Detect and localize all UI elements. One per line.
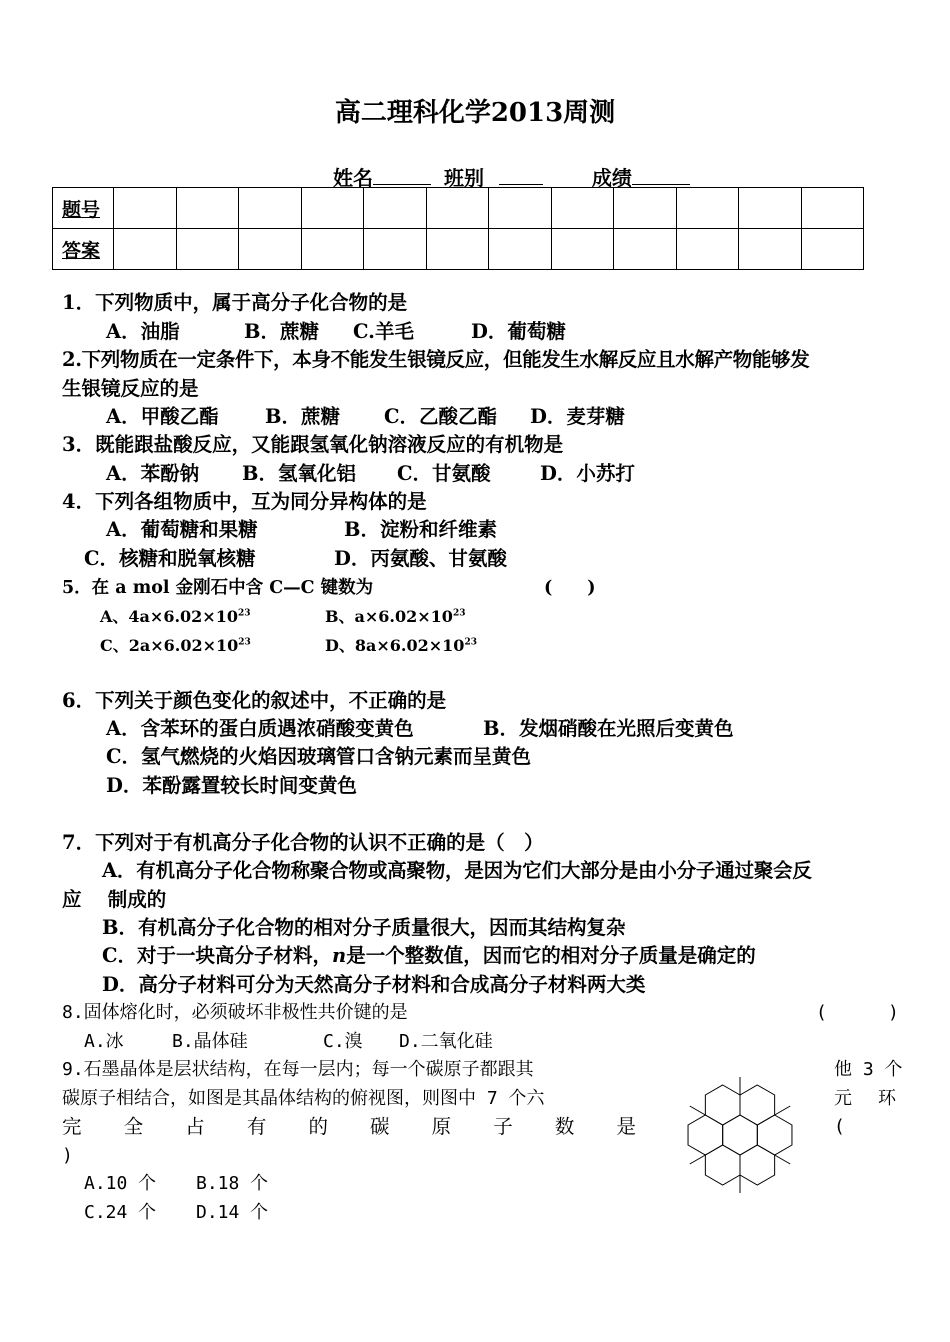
q9-line3-right: ( (834, 1116, 845, 1137)
q9-option-d: D.14 个 (196, 1202, 269, 1223)
q4-option-b: B．淀粉和纤维素 (344, 518, 497, 541)
q4-option-c: C．核糖和脱氧核糖 (84, 547, 256, 570)
question-number-header: 题号 (53, 188, 114, 229)
q9-line1: 9.石墨晶体是层状结构，在每一层内；每一个碳原子都跟其 (62, 1059, 534, 1080)
dangling-bond (775, 1155, 791, 1164)
q9-line3-char: 碳 (370, 1115, 390, 1138)
table-cell[interactable] (489, 188, 552, 229)
q2-stem-line2: 生银镜反应的是 (62, 377, 199, 400)
table-cell[interactable] (801, 188, 864, 229)
q5-option-b-exponent: 23 (452, 608, 466, 619)
answer-header: 答案 (53, 229, 114, 270)
q1-option-b: B．蔗糖 (244, 320, 319, 343)
q6-option-c: C．氢气燃烧的火焰因玻璃管口含钠元素而呈黄色 (106, 745, 532, 768)
q9-line2-right-1: 元 (834, 1088, 852, 1109)
q9-option-c: C.24 个 (84, 1202, 157, 1223)
q9-line3-char: 全 (123, 1115, 144, 1138)
q9-line4: ) (62, 1145, 73, 1166)
answer-table (52, 187, 864, 270)
table-cell[interactable] (301, 188, 364, 229)
table-cell[interactable] (239, 188, 302, 229)
table-cell[interactable] (551, 229, 614, 270)
q9-option-a: A.10 个 (84, 1173, 157, 1194)
hexagon-ring (740, 1085, 775, 1125)
table-cell[interactable] (426, 188, 489, 229)
table-cell[interactable] (489, 229, 552, 270)
q1-option-d: D．葡萄糖 (471, 320, 566, 343)
q9-line2: 碳原子相结合，如图是其晶体结构的俯视图，则图中 7 个六 (62, 1088, 545, 1109)
q5-option-d (325, 633, 477, 656)
q1-option-a: A．油脂 (106, 320, 180, 343)
table-cell[interactable] (176, 229, 239, 270)
dangling-bond (775, 1106, 791, 1115)
q1-option-c: C.羊毛 (353, 320, 414, 343)
table-cell[interactable] (364, 188, 427, 229)
table-cell[interactable] (614, 229, 677, 270)
q3-option-d: D．小苏打 (540, 462, 635, 485)
q8-option-a: A.冰 (84, 1031, 124, 1052)
table-cell[interactable] (176, 188, 239, 229)
table-cell[interactable] (364, 229, 427, 270)
q5-option-d-text: D、8a×6.02×10 (325, 636, 465, 655)
hexagon-ring (705, 1085, 740, 1125)
q7-option-a-line2: 应 制成的 (62, 888, 167, 911)
q9-line3-char: 有 (246, 1115, 267, 1138)
q3-option-b: B．氢氧化铝 (242, 462, 356, 485)
q9-line3-char: 子 (493, 1115, 513, 1138)
q6-option-d: D．苯酚露置较长时间变黄色 (106, 774, 357, 797)
q3-option-c: C．甘氨酸 (397, 462, 491, 485)
table-cell[interactable] (801, 229, 864, 270)
q2-option-c: C．乙酸乙酯 (384, 405, 498, 428)
hexagon-ring (723, 1115, 758, 1155)
q7-option-c-text-1: C．对于一块高分子材料， (102, 944, 333, 967)
name-blank[interactable] (373, 166, 431, 185)
q5-option-d-exponent: 23 (464, 637, 477, 648)
table-cell[interactable] (114, 188, 177, 229)
q1-stem: 1．下列物质中，属于高分子化合物的是 (62, 291, 408, 314)
q8-stem: 8.固体熔化时，必须破坏非极性共价键的是 (62, 1002, 408, 1023)
q5-option-c-exponent: 23 (238, 637, 251, 648)
q9-line3-char: 数 (554, 1115, 575, 1138)
q2-stem-line1: 2.下列物质在一定条件下，本身不能发生银镜反应，但能发生水解反应且水解产物能够发 (62, 348, 810, 371)
q4-option-d: D．丙氨酸、甘氨酸 (334, 547, 507, 570)
score-label: 成绩 (591, 166, 632, 190)
q3-stem: 3．既能跟盐酸反应，又能跟氢氧化钠溶液反应的有机物是 (62, 433, 564, 456)
table-cell[interactable] (739, 188, 802, 229)
table-row (53, 229, 864, 270)
table-cell[interactable] (239, 229, 302, 270)
name-label: 姓名 (333, 166, 373, 190)
table-cell[interactable] (676, 229, 739, 270)
q9-line3-char: 是 (616, 1115, 636, 1138)
q9-line3 (62, 1113, 636, 1141)
q8-option-c: C.溴 (323, 1031, 363, 1052)
table-cell[interactable] (739, 229, 802, 270)
q8-paren-right: ) (888, 1002, 899, 1023)
q6-option-a: A．含苯环的蛋白质遇浓硝酸变黄色 (106, 717, 414, 740)
table-cell[interactable] (114, 229, 177, 270)
q5-stem: 5．在 a mol 金刚石中含 C—C 键数为 (62, 578, 374, 598)
hexagon-ring (688, 1115, 723, 1155)
table-cell[interactable] (301, 229, 364, 270)
q5-option-a (100, 604, 251, 627)
score-blank[interactable] (632, 166, 690, 185)
class-blank[interactable] (499, 166, 543, 185)
q9-line1-right: 他 3 个 (834, 1059, 903, 1080)
q7-option-b: B．有机高分子化合物的相对分子质量很大，因而其结构复杂 (102, 916, 626, 939)
q4-stem: 4．下列各组物质中，互为同分异构体的是 (62, 490, 427, 513)
q2-option-d: D．麦芽糖 (530, 405, 625, 428)
q9-line3-char: 完 (62, 1115, 82, 1138)
q5-option-a-text: A、4a×6.02×10 (100, 607, 238, 626)
q5-option-c-text: C、2a×6.02×10 (100, 636, 239, 655)
q2-option-b: B．蔗糖 (265, 405, 340, 428)
q5-option-b-text: B、a×6.02×10 (325, 607, 453, 626)
class-label: 班别 (443, 166, 484, 190)
q5-option-b (325, 604, 465, 627)
table-cell[interactable] (426, 229, 489, 270)
q5-option-c (100, 633, 251, 656)
q7-option-a-line1: A．有机高分子化合物称聚合物或高聚物，是因为它们大部分是由小分子通过聚会反 (102, 859, 812, 882)
table-cell[interactable] (614, 188, 677, 229)
q5-answer-paren: ( ) (544, 578, 596, 598)
q9-line3-char: 原 (431, 1115, 452, 1138)
q5-option-a-exponent: 23 (237, 608, 251, 619)
q9-line3-char: 占 (185, 1115, 205, 1138)
q6-stem: 6．下列关于颜色变化的叙述中，不正确的是 (62, 689, 447, 712)
hexagon-ring (705, 1145, 740, 1185)
q7-stem: 7．下列对于有机高分子化合物的认识不正确的是（ ） (62, 831, 544, 854)
hexagon-ring (757, 1115, 792, 1155)
q8-option-b: B.晶体硅 (172, 1031, 248, 1052)
q9-line3-char: 的 (308, 1115, 328, 1138)
q6-option-b: B．发烟硝酸在光照后变黄色 (483, 717, 734, 740)
q9-line2-right-2: 环 (878, 1088, 896, 1109)
table-row (53, 188, 864, 229)
page-title: 高二理科化学2013周测 (334, 98, 616, 128)
q7-option-c (102, 942, 756, 970)
q4-option-a: A．葡萄糖和果糖 (106, 518, 258, 541)
q9-option-b: B.18 个 (196, 1173, 269, 1194)
q3-option-a: A．苯酚钠 (106, 462, 200, 485)
q8-option-d: D.二氧化硅 (399, 1031, 493, 1052)
table-cell[interactable] (551, 188, 614, 229)
q7-option-c-text-2: 是一个整数值，因而它的相对分子质量是确定的 (346, 944, 756, 967)
table-cell[interactable] (676, 188, 739, 229)
q7-option-c-variable: n (332, 944, 347, 967)
hexagon-ring (740, 1145, 775, 1185)
q2-option-a: A．甲酸乙酯 (106, 405, 219, 428)
q8-paren-left: ( (816, 1002, 827, 1023)
graphite-hexagon-figure (650, 1052, 830, 1222)
dangling-bond (690, 1155, 706, 1164)
q7-option-d: D．高分子材料可分为天然高分子材料和合成高分子材料两大类 (102, 973, 646, 996)
dangling-bond (690, 1106, 706, 1115)
